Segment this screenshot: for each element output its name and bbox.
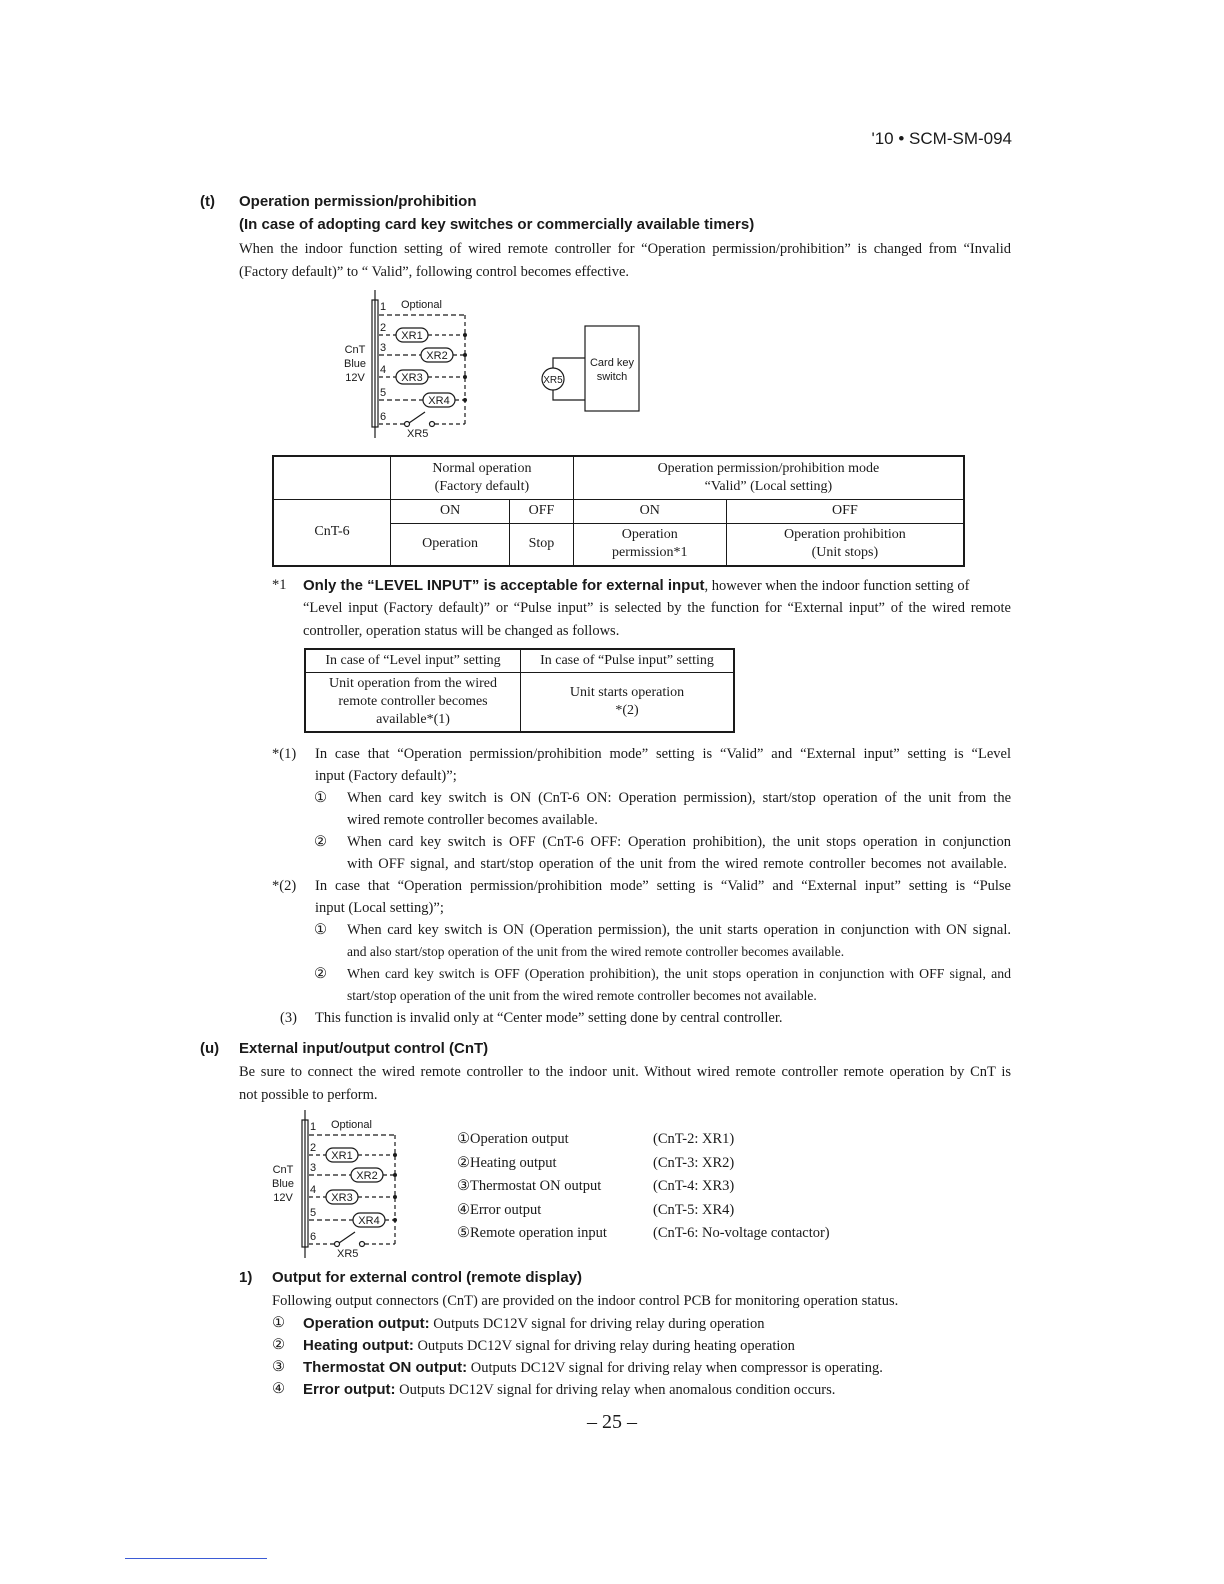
circled-two-mark: ② xyxy=(314,966,327,982)
pulse-input-cell: Unit starts operation *(2) xyxy=(521,672,735,732)
on-header: ON xyxy=(573,499,726,523)
note-1-line1: In case that “Operation permission/prohibition mode” setting is “Valid” and “External input” setting is “Level xyxy=(315,746,1011,762)
note-2b-line1: When card key switch is OFF (Operation prohibition), the unit stops operation in conjunction with OFF signal, and xyxy=(347,966,1011,981)
page-number: – 25 – xyxy=(587,1411,637,1433)
pin-label: 1 xyxy=(380,301,387,313)
pin-label: 4 xyxy=(310,1184,317,1196)
card-key-label: switch xyxy=(596,371,628,383)
cnt-io-wiring-diagram xyxy=(260,1108,410,1263)
pin-label: 1 xyxy=(310,1121,317,1133)
circled-one-mark: ① xyxy=(314,922,327,938)
pulse-input-header: In case of “Pulse input” setting xyxy=(521,649,735,672)
output-item: Error output: Outputs DC12V signal for driving relay when anomalous condition occurs. xyxy=(303,1381,836,1398)
cnt-label: 12V xyxy=(273,1192,293,1204)
row-label: CnT-6 xyxy=(273,499,391,566)
pin-label: 5 xyxy=(380,387,387,399)
footer-rule xyxy=(125,1558,267,1559)
section-u-line2: not possible to perform. xyxy=(239,1087,378,1103)
sub1-intro: Following output connectors (CnT) are provided on the indoor control PCB for monitoring operation status. xyxy=(272,1293,899,1309)
cnt-label: Blue xyxy=(271,1178,295,1190)
cnt-label: Blue xyxy=(343,358,367,370)
relay-label: XR4 xyxy=(428,395,450,407)
io-name: ①Operation output xyxy=(457,1131,569,1147)
pin-label: 3 xyxy=(310,1162,317,1174)
relay-label: XR1 xyxy=(401,330,423,342)
pin-label: 2 xyxy=(380,322,387,334)
output-item: Heating output: Outputs DC12V signal for driving relay during heating operation xyxy=(303,1337,795,1354)
section-t-intro-line1: When the indoor function setting of wired remote controller for “Operation permission/prohibition” is changed from “Invalid xyxy=(239,241,1011,257)
pin-label: 2 xyxy=(310,1142,317,1154)
circled-one-mark: ① xyxy=(272,1315,285,1331)
circled-two-mark: ② xyxy=(314,834,327,850)
cell-operation: Operation xyxy=(391,523,510,566)
io-name: ④Error output xyxy=(457,1201,542,1218)
relay-label: XR2 xyxy=(356,1170,378,1182)
io-connector-list xyxy=(653,1128,830,1246)
sub1-label: 1) xyxy=(239,1269,253,1286)
relay-label: XR3 xyxy=(401,372,423,384)
relay-label: XR3 xyxy=(331,1192,353,1204)
pin-label: 6 xyxy=(380,411,387,423)
on-header: ON xyxy=(391,499,510,523)
note-2a-line2: and also start/stop operation of the unit from the wired remote controller becomes available. xyxy=(347,944,845,959)
normal-operation-header: Normal operation (Factory default) xyxy=(391,456,574,499)
circled-two-mark: ② xyxy=(272,1337,285,1353)
io-connector: (CnT-4: XR3) xyxy=(653,1178,735,1195)
pin-label: 6 xyxy=(310,1231,317,1243)
pin-label: 5 xyxy=(310,1207,317,1219)
note1-line3: controller, operation status will be changed as follows. xyxy=(303,623,620,639)
note-3-line: This function is invalid only at “Center mode” setting done by central controller. xyxy=(315,1010,783,1026)
cnt-label: CnT xyxy=(344,344,366,356)
note-2a-line1: When card key switch is ON (Operation permission), the unit starts operation in conjunction with ON signal. xyxy=(347,922,1011,938)
note-mark: *(1) xyxy=(272,746,297,762)
note1-line1: Only the “LEVEL INPUT” is acceptable for external input, however when the indoor function setting of xyxy=(303,577,970,594)
note1-mark: *1 xyxy=(272,577,287,593)
output-item: Operation output: Outputs DC12V signal for driving relay during operation xyxy=(303,1315,765,1332)
off-header: OFF xyxy=(726,499,964,523)
note1-line2: “Level input (Factory default)” or “Pulse input” is selected by the function for “External input” of the wired remote xyxy=(303,600,1011,616)
note-2-line1: In case that “Operation permission/prohibition mode” setting is “Valid” and “External input” setting is “Pulse xyxy=(315,878,1011,894)
card-key-label: Card key xyxy=(589,357,635,369)
level-input-cell: Unit operation from the wired remote controller becomes available*(1) xyxy=(305,672,521,732)
mode-valid-header: Operation permission/prohibition mode “Valid” (Local setting) xyxy=(573,456,964,499)
cell-stop: Stop xyxy=(510,523,574,566)
xr5-label: XR5 xyxy=(337,1248,359,1260)
io-name: ⑤Remote operation input xyxy=(457,1225,607,1242)
off-header: OFF xyxy=(510,499,574,523)
circled-four-mark: ④ xyxy=(272,1381,285,1397)
io-connector: (CnT-2: XR1) xyxy=(653,1131,735,1147)
cnt-label: CnT xyxy=(272,1164,294,1176)
io-connector: (CnT-5: XR4) xyxy=(653,1201,735,1218)
input-type-table xyxy=(304,648,735,733)
note-1b-line2: with OFF signal, and start/stop operation of the unit from the wired remote controller becomes not available. xyxy=(347,856,1007,872)
xr5-coil-label: XR5 xyxy=(543,375,563,386)
io-connector: (CnT-6: No-voltage contactor) xyxy=(653,1225,830,1242)
relay-label: XR2 xyxy=(426,350,448,362)
section-t-subtitle: (In case of adopting card key switches or commercially available timers) xyxy=(239,216,755,233)
io-name: ③Thermostat ON output xyxy=(457,1178,602,1195)
pin-label: 3 xyxy=(380,342,387,354)
note-2-line2: input (Local setting)”; xyxy=(315,900,444,916)
empty-cell xyxy=(273,456,391,499)
cnt6-mode-table xyxy=(272,455,965,567)
xr5-label: XR5 xyxy=(407,428,429,440)
cnt-label: 12V xyxy=(345,372,365,384)
sub1-title: Output for external control (remote display) xyxy=(272,1269,583,1286)
circled-one-mark: ① xyxy=(314,790,327,806)
io-name-list xyxy=(457,1128,607,1246)
section-t-label: (t) xyxy=(200,193,215,210)
output-item: Thermostat ON output: Outputs DC12V signal for driving relay when compressor is operating. xyxy=(303,1359,883,1376)
section-t-intro-line2: (Factory default)” to “ Valid”, following control becomes effective. xyxy=(239,264,630,280)
note-2b-line2: start/stop operation of the unit from the wired remote controller becomes not available. xyxy=(347,988,817,1003)
note-1b-line1: When card key switch is OFF (CnT-6 OFF: Operation prohibition), the unit stops operation in conjunction xyxy=(347,834,1011,850)
optional-label: Optional xyxy=(331,1119,372,1131)
cell-prohibition: Operation prohibition (Unit stops) xyxy=(726,523,964,566)
doc-reference: '10 • SCM-SM-094 xyxy=(871,129,1012,148)
io-connector: (CnT-3: XR2) xyxy=(653,1154,735,1171)
pin-label: 4 xyxy=(380,364,387,376)
note-mark: (3) xyxy=(280,1010,297,1026)
io-name: ②Heating output xyxy=(457,1154,557,1171)
note-1a-line2: wired remote controller becomes available. xyxy=(347,812,598,828)
note-1a-line1: When card key switch is ON (CnT-6 ON: Operation permission), start/stop operation of the unit from the xyxy=(347,790,1011,806)
level-input-header: In case of “Level input” setting xyxy=(305,649,521,672)
section-u-line1: Be sure to connect the wired remote controller to the indoor unit. Without wired remote controller remote operation by CnT is xyxy=(239,1064,1011,1080)
relay-label: XR4 xyxy=(358,1215,380,1227)
section-u-label: (u) xyxy=(200,1040,220,1057)
note-mark: *(2) xyxy=(272,878,297,894)
optional-label: Optional xyxy=(401,299,442,311)
cell-permission: Operation permission*1 xyxy=(573,523,726,566)
section-t-title: Operation permission/prohibition xyxy=(239,193,477,210)
note-1-line2: input (Factory default)”; xyxy=(315,768,457,784)
cnt-wiring-diagram xyxy=(330,288,660,443)
section-u-title: External input/output control (CnT) xyxy=(239,1040,489,1057)
circled-three-mark: ③ xyxy=(272,1359,285,1375)
relay-label: XR1 xyxy=(331,1150,353,1162)
